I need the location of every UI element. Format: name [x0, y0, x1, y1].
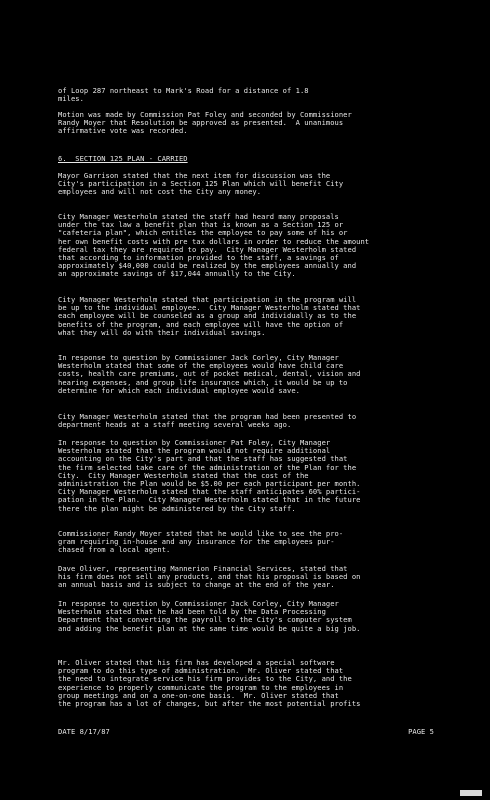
text-line: Westerholm stated that the program would not require additional — [58, 446, 331, 456]
text-line: Randy Moyer that Resolution be approved as presented. A unanimous — [58, 118, 344, 128]
paragraph — [58, 213, 434, 279]
paragraph — [58, 439, 434, 513]
text-line: City Manager Westerholm stated that participation in the program will — [58, 295, 357, 304]
paragraph — [58, 600, 434, 633]
text-line: Dave Oliver, representing Mannerion Financial Services, stated that — [58, 564, 348, 573]
text-line: that according to information provided to the staff, a savings of — [58, 253, 339, 263]
text-line: accounting on the City's part and that the staff has suggested that — [58, 454, 348, 464]
text-line: Motion was made by Commission Pat Foley and seconded by Commissioner — [58, 110, 352, 119]
text-line: Commissioner Randy Moyer stated that he would like to see the pro- — [58, 529, 344, 538]
paragraph — [58, 354, 434, 395]
footer-date: DATE 8/17/87 — [58, 727, 110, 736]
text-line: pation in the Plan. City Manager Westerholm stated that in the future — [58, 495, 361, 505]
paragraph — [58, 530, 434, 555]
text-line: an annual basis and is subject to change at the end of the year. — [58, 580, 335, 590]
text-line: under the tax law a benefit plan that is known as a Section 125 or — [58, 220, 344, 230]
paragraph — [58, 111, 434, 136]
text-line: City Manager Westerholm stated that the program had been presented to — [58, 412, 357, 421]
text-line: In response to question by Commissioner Jack Corley, City Manager — [58, 599, 339, 608]
text-line: employees and will not cost the City any money. — [58, 187, 262, 197]
text-line: costs, health care premiums, out of pocket medical, dental, vision and — [58, 369, 361, 379]
text-line: administration the Plan would be $5.00 per each participant per month. — [58, 479, 361, 489]
page-footer — [58, 728, 434, 737]
text-line: affirmative vote was recorded. — [58, 126, 188, 136]
footer-page-number: PAGE 5 — [408, 727, 434, 736]
text-line: In response to question by Commissioner Pat Foley, City Manager — [58, 438, 331, 447]
section-heading-text: 6. SECTION 125 PLAN - CARRIED — [58, 154, 188, 163]
text-line: City Manager Westerholm stated that the staff anticipates 60% partici- — [58, 487, 361, 497]
text-line: Westerholm stated that some of the employees would have child care — [58, 361, 344, 371]
paragraph — [58, 659, 434, 708]
paragraph — [58, 172, 434, 197]
text-line: miles. — [58, 94, 84, 104]
text-line: department heads at a staff meeting several weeks ago. — [58, 420, 292, 430]
text-line: In response to question by Commissioner Jack Corley, City Manager — [58, 353, 339, 362]
text-line: her own benefit costs with pre tax dollars in order to reduce the amount — [58, 236, 370, 246]
text-line: Mr. Oliver stated that his firm has developed a special software — [58, 658, 335, 667]
text-line: what they will do with their individual savings. — [58, 327, 266, 337]
paragraph — [58, 565, 434, 590]
text-line: chased from a local agent. — [58, 545, 171, 555]
text-line: of Loop 287 northeast to Mark's Road for a distance of 1.8 — [58, 86, 309, 95]
text-line: an approximate savings of $17,044 annually to the City. — [58, 269, 296, 279]
text-line: hearing expenses, and group life insurance which, it would be up to — [58, 377, 348, 387]
text-line: federal tax they are required to pay. City Manager Westerholm stated — [58, 244, 357, 254]
text-line: "cafeteria plan", which entitles the employee to pay some of his or — [58, 228, 348, 238]
paragraph — [58, 87, 434, 103]
scan-edge-mark — [460, 790, 482, 796]
text-line: and adding the benefit plan at the same time would be quite a big job. — [58, 623, 361, 633]
text-line: program to do this type of administration. Mr. Oliver stated that — [58, 666, 344, 676]
paragraph — [58, 296, 434, 337]
text-line: City's participation in a Section 125 Plan which will benefit City — [58, 179, 344, 189]
text-line: the firm selected take care of the administration of the Plan for the — [58, 462, 357, 472]
text-line: benefits of the program, and each employee will have the option of — [58, 319, 344, 329]
text-line: group meetings and on a one-on-one basis. Mr. Oliver stated that — [58, 690, 339, 700]
text-line: the need to integrate service his firm provides to the City, and the — [58, 674, 352, 684]
text-line: gram requiring in-house and any insurance for the employees pur- — [58, 537, 335, 547]
text-line: the program has a lot of changes, but after the most potential profits — [58, 699, 361, 709]
section-heading — [58, 155, 434, 163]
text-line: there the plan might be administered by the City staff. — [58, 503, 296, 513]
text-line: Mayor Garrison stated that the next item for discussion was the — [58, 171, 331, 180]
text-line: Department that converting the payroll to the City's computer system — [58, 615, 352, 625]
text-line: his firm does not sell any products, and that his proposal is based on — [58, 572, 361, 582]
text-line: determine for which each individual employee would save. — [58, 385, 300, 395]
paragraph — [58, 413, 434, 429]
text-line: experience to properly communicate the program to the employees in — [58, 682, 344, 692]
text-line: Westerholm stated that he had been told by the Data Processing — [58, 607, 326, 617]
text-line: approximately $40,000 could be realized by the employees annually and — [58, 261, 357, 271]
text-line: City. City Manager Westerholm stated that the cost of the — [58, 470, 309, 480]
text-line: each employee will be counseled as a group and individually as to the — [58, 311, 357, 321]
text-line: be up to the individual employee. City Manager Westerholm stated that — [58, 303, 361, 313]
text-line: City Manager Westerholm stated the staff had heard many proposals — [58, 212, 339, 221]
